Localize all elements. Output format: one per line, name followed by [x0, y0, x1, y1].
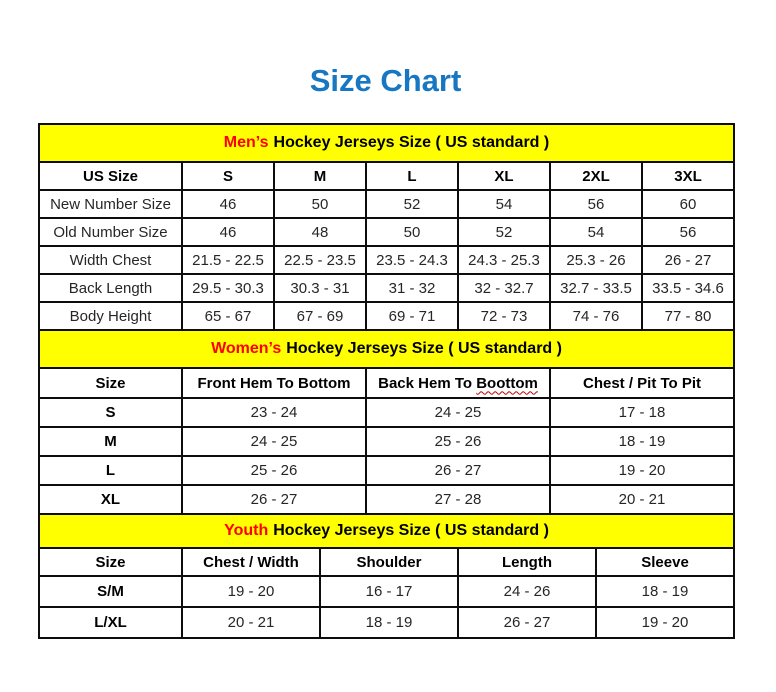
column-header: Size	[39, 368, 182, 398]
table-row	[39, 456, 734, 485]
column-header	[366, 368, 550, 398]
youth-size-table	[38, 513, 735, 639]
column-header: Size	[39, 548, 182, 576]
womens-header-row	[39, 368, 734, 398]
cell: 26 - 27	[366, 456, 550, 485]
cell: 26 - 27	[642, 246, 734, 274]
table-row	[39, 218, 734, 246]
cell: 32.7 - 33.5	[550, 274, 642, 302]
mens-section-band	[39, 124, 734, 162]
cell: 77 - 80	[642, 302, 734, 330]
column-header: S	[182, 162, 274, 190]
cell: 17 - 18	[550, 398, 734, 427]
cell: 48	[274, 218, 366, 246]
cell: 27 - 28	[366, 485, 550, 514]
cell: 26 - 27	[458, 607, 596, 638]
cell: 54	[550, 218, 642, 246]
table-row	[39, 576, 734, 607]
cell: 56	[642, 218, 734, 246]
cell: 16 - 17	[320, 576, 458, 607]
misspelled-word: Boottom	[476, 374, 538, 392]
cell: 31 - 32	[366, 274, 458, 302]
womens-section-title	[39, 330, 734, 368]
table-row	[39, 427, 734, 456]
cell: 74 - 76	[550, 302, 642, 330]
column-header: L	[366, 162, 458, 190]
section-title-accent: Youth	[224, 522, 269, 539]
column-header: M	[274, 162, 366, 190]
youth-header-row	[39, 548, 734, 576]
cell: 26 - 27	[182, 485, 366, 514]
cell: 18 - 19	[550, 427, 734, 456]
cell: 33.5 - 34.6	[642, 274, 734, 302]
column-header: Length	[458, 548, 596, 576]
column-header: Shoulder	[320, 548, 458, 576]
table-row	[39, 274, 734, 302]
section-title-accent: Women’s	[211, 340, 282, 357]
row-label: L	[39, 456, 182, 485]
cell: 72 - 73	[458, 302, 550, 330]
section-title-text: Hockey Jerseys Size ( US standard )	[273, 522, 549, 539]
page-title: Size Chart	[309, 63, 462, 98]
cell: 46	[182, 218, 274, 246]
section-title-text: Hockey Jerseys Size ( US standard )	[273, 134, 550, 151]
row-label: XL	[39, 485, 182, 514]
row-label: Old Number Size	[39, 218, 182, 246]
cell: 30.3 - 31	[274, 274, 366, 302]
youth-section-title	[39, 514, 734, 548]
column-header: 3XL	[642, 162, 734, 190]
cell: 52	[458, 218, 550, 246]
column-header: Chest / Width	[182, 548, 320, 576]
row-label: S/M	[39, 576, 182, 607]
cell: 52	[366, 190, 458, 218]
column-header: 2XL	[550, 162, 642, 190]
cell: 19 - 20	[550, 456, 734, 485]
row-label: Width Chest	[39, 246, 182, 274]
womens-section-band	[39, 330, 734, 368]
table-row	[39, 302, 734, 330]
cell: 60	[642, 190, 734, 218]
mens-header-row	[39, 162, 734, 190]
row-label: S	[39, 398, 182, 427]
cell: 69 - 71	[366, 302, 458, 330]
size-chart	[38, 123, 733, 639]
row-label: Body Height	[39, 302, 182, 330]
cell: 24 - 25	[366, 398, 550, 427]
cell: 67 - 69	[274, 302, 366, 330]
cell: 19 - 20	[596, 607, 734, 638]
column-header: XL	[458, 162, 550, 190]
mens-section-title	[39, 124, 734, 162]
cell: 25 - 26	[182, 456, 366, 485]
table-row	[39, 607, 734, 638]
row-label: Back Length	[39, 274, 182, 302]
section-title-text: Hockey Jerseys Size ( US standard )	[286, 340, 562, 357]
cell: 21.5 - 22.5	[182, 246, 274, 274]
cell: 54	[458, 190, 550, 218]
cell: 24 - 25	[182, 427, 366, 456]
cell: 65 - 67	[182, 302, 274, 330]
cell: 50	[274, 190, 366, 218]
cell: 20 - 21	[550, 485, 734, 514]
cell: 25.3 - 26	[550, 246, 642, 274]
table-row	[39, 246, 734, 274]
table-row	[39, 398, 734, 427]
cell: 25 - 26	[366, 427, 550, 456]
cell: 24.3 - 25.3	[458, 246, 550, 274]
column-header-text: Back Hem To	[378, 374, 477, 392]
row-label: L/XL	[39, 607, 182, 638]
column-header: US Size	[39, 162, 182, 190]
cell: 32 - 32.7	[458, 274, 550, 302]
cell: 19 - 20	[182, 576, 320, 607]
womens-size-table	[38, 329, 735, 515]
section-title-accent: Men’s	[223, 134, 269, 151]
column-header: Front Hem To Bottom	[182, 368, 366, 398]
table-row	[39, 485, 734, 514]
cell: 29.5 - 30.3	[182, 274, 274, 302]
cell: 23.5 - 24.3	[366, 246, 458, 274]
cell: 23 - 24	[182, 398, 366, 427]
cell: 18 - 19	[596, 576, 734, 607]
youth-section-band	[39, 514, 734, 548]
column-header: Chest / Pit To Pit	[550, 368, 734, 398]
cell: 18 - 19	[320, 607, 458, 638]
table-row	[39, 190, 734, 218]
row-label: New Number Size	[39, 190, 182, 218]
row-label: M	[39, 427, 182, 456]
cell: 56	[550, 190, 642, 218]
cell: 22.5 - 23.5	[274, 246, 366, 274]
cell: 24 - 26	[458, 576, 596, 607]
mens-size-table	[38, 123, 735, 331]
cell: 20 - 21	[182, 607, 320, 638]
column-header: Sleeve	[596, 548, 734, 576]
cell: 46	[182, 190, 274, 218]
cell: 50	[366, 218, 458, 246]
